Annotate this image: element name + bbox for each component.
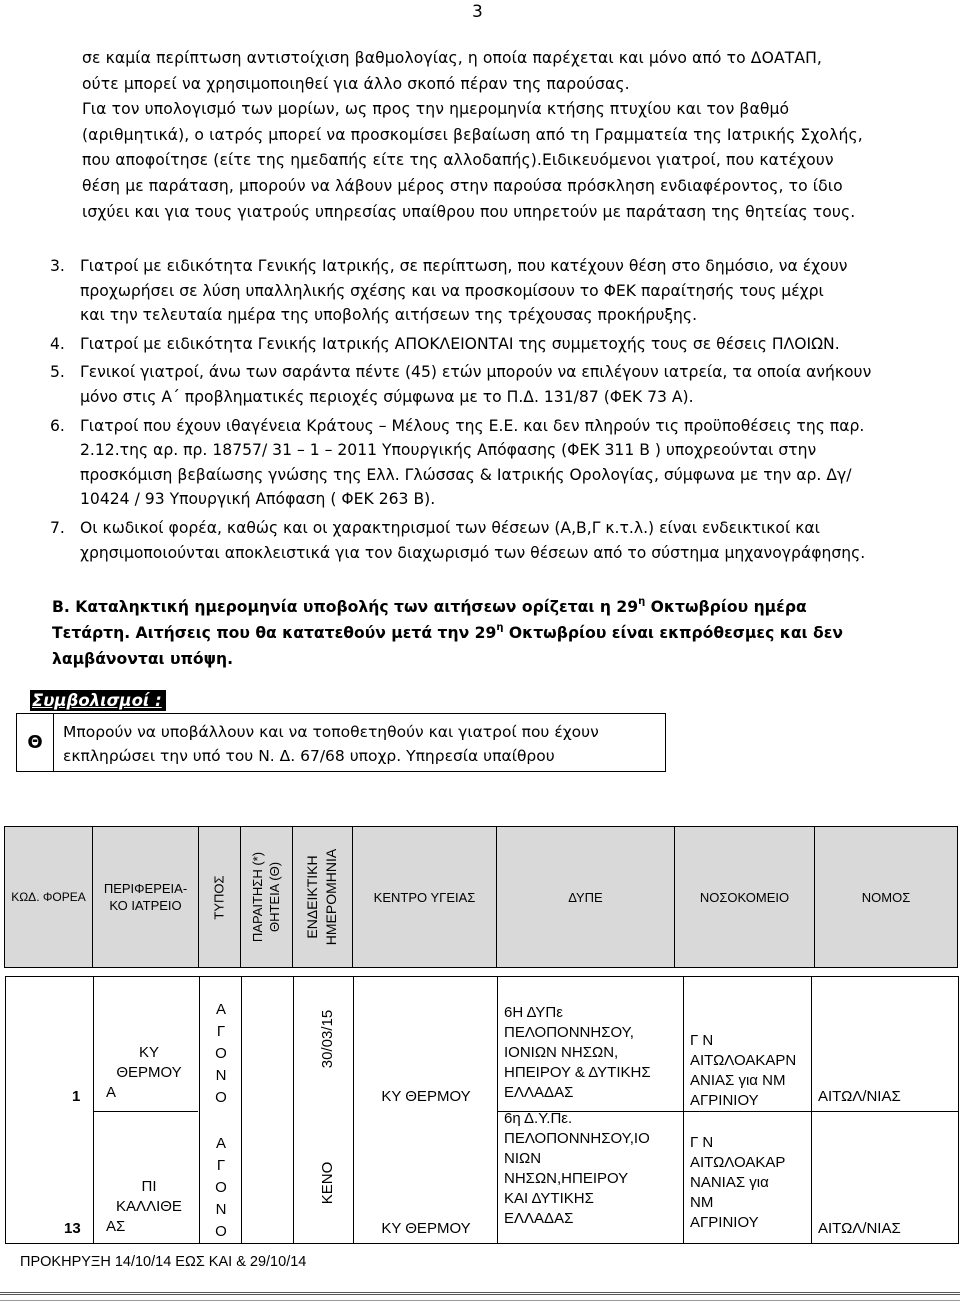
text-line: θέση με παράταση, μπορούν να λάβουν μέρος στην παρούσα πρόσκληση ενδιαφέροντος, το ίδιο xyxy=(82,176,843,195)
row-dype: 6Η ΔΥΠε ΠΕΛΟΠΟΝΝΗΣΟΥ, ΙΟΝΙΩΝ ΝΗΣΩΝ, ΗΠΕΙΡΟΥ & ΔΥΤΙΚΗΣ ΕΛΛΑΔΑΣ xyxy=(504,1004,651,1101)
text-line: ισχύει και για τους γιατρούς υπηρεσίας υπαίθρου που υπηρετούν με παράταση της θητείας τους. xyxy=(82,202,856,221)
text-line: Γιατροί με ειδικότητα Γενικής Ιατρικής ΑΠΟΚΛΕΙΟΝΤΑΙ της συμμετοχής τους σε θέσεις ΠΛΟΙΩΝ. xyxy=(80,334,840,353)
text-line: Για τον υπολογισμό των μορίων, ως προς την ημερομηνία κτήσης πτυχίου και τον βαθμό xyxy=(82,100,790,119)
row-typos: Α Γ Ο Ν Ο xyxy=(215,1001,227,1106)
header-date: ΕΝΔΕΙΚΤΙΚΗ ΗΜΕΡΟΜΗΝΙΑ xyxy=(293,827,353,967)
item-number: 4. xyxy=(50,334,65,353)
text-line: και την τελευταία ημέρα της υποβολής αιτήσεων της τρέχουσας προκήρυξης. xyxy=(80,306,698,325)
theta-symbol: Θ xyxy=(17,714,54,771)
row-date: ΚΕΝΟ xyxy=(319,1161,336,1205)
text-line: Γενικοί γιατροί, άνω των σαράντα πέντε (45) ετών μπορούν να επιλέγουν ιατρεία, τα οποία ανήκουν xyxy=(80,363,872,382)
header-dype: ΔΥΠΕ xyxy=(497,827,675,967)
list-item xyxy=(50,516,944,565)
header-kentro: ΚΕΝΤΡΟ ΥΓΕΙΑΣ xyxy=(353,827,497,967)
text-line: που αποφοίτησε (είτε της ημεδαπής είτε της αλλοδαπής).Ειδικευόμενοι γιατροί, που κατέχουν xyxy=(82,151,834,170)
header-iatreio: ΠΕΡΙΦΕΡΕΙΑ- ΚΟ ΙΑΤΡΕΙΟ xyxy=(93,827,199,967)
row-code: 1 xyxy=(72,1088,81,1105)
row-dype: 6η Δ.Υ.Πε. ΠΕΛΟΠΟΝΝΗΣΟΥ,ΙΟ ΝΙΩΝ ΝΗΣΩΝ,ΗΠΕΙΡΟΥ ΚΑΙ ΔΥΤΙΚΗΣ ΕΛΛΑΔΑΣ xyxy=(504,1110,650,1227)
deadline-section xyxy=(52,594,932,672)
row-kentro: ΚΥ ΘΕΡΜΟΥ xyxy=(381,1088,471,1105)
item-number: 3. xyxy=(50,257,65,275)
row-iatreio: ΚΥ ΘΕΡΜΟΥ Α xyxy=(106,1044,182,1101)
row-nomos: ΑΙΤΩΛ/ΝΙΑΣ xyxy=(818,1088,901,1105)
header-nomos: ΝΟΜΟΣ xyxy=(861,889,911,905)
text-line: προσκόμιση βεβαίωσης γνώσης της Ελλ. Γλώσσας & Ιατρικής Ορολογίας, σύμφωνα με την αρ. Δγ/ xyxy=(80,465,852,484)
table-header xyxy=(4,826,958,968)
symbols-legend xyxy=(16,713,666,772)
row-kentro: ΚΥ ΘΕΡΜΟΥ xyxy=(381,1220,471,1237)
row-nomos: ΑΙΤΩΛ/ΝΙΑΣ xyxy=(818,1220,901,1237)
symbols-title: Συμβολισμοί : xyxy=(30,690,166,711)
row-iatreio: ΠΙ ΚΑΛΛΙΘΕ ΑΣ xyxy=(106,1178,182,1235)
row-code: 13 xyxy=(64,1220,81,1237)
text-line: (αριθμητικά), ο ιατρός μπορεί να προσκομίσει βεβαίωση από τη Γραμματεία της Ιατρικής Σχολής, xyxy=(82,125,863,144)
item-number: 5. xyxy=(50,363,65,382)
item-number: 6. xyxy=(50,416,65,435)
list-item xyxy=(50,332,944,357)
positions-table xyxy=(5,976,959,1244)
symbol-description: Μπορούν να υποβάλλουν και να τοποθετηθούν και γιατροί που έχουν εκπληρώσει την υπό του Ν. Δ. 67/68 υποχρ. Υπηρεσία υπαίθρου xyxy=(63,723,599,765)
row-nosokomeio: Γ Ν ΑΙΤΩΛΟΑΚΑΡΝ ΑΝΙΑΣ για ΝΜ ΑΓΡΙΝΙΟΥ xyxy=(690,1032,797,1109)
header-kod-forea: ΚΩΔ. ΦΟΡΕΑ xyxy=(5,827,93,967)
row-date: 30/03/15 xyxy=(319,1009,336,1069)
text-line: 2.12.της αρ. πρ. 18757/ 31 – 1 – 2011 Υπουργικής Απόφασης (ΦΕΚ 311 Β ) υποχρεούνται στην xyxy=(80,441,817,460)
text-line: χρησιμοποιούνται αποκλειστικά για τον διαχωρισμό των θέσεων από το σύστημα μηχανογράφησης. xyxy=(80,543,866,562)
text-line: ούτε μπορεί να χρησιμοποιηθεί για άλλο σκοπό πέραν της παρούσας. xyxy=(82,74,630,93)
intro-paragraph xyxy=(82,46,942,225)
numbered-list xyxy=(50,254,944,565)
row-nosokomeio: Γ Ν ΑΙΤΩΛΟΑΚΑΡ ΝΑΝΙΑΣ για ΝΜ ΑΓΡΙΝΙΟΥ xyxy=(690,1134,786,1231)
footer-rule-thin xyxy=(0,1300,960,1301)
text-line: μόνο στις Α΄ προβληματικές περιοχές σύμφωνα με το Π.Δ. 131/87 (ΦΕΚ 73 Α). xyxy=(80,387,694,406)
text-line: προχωρήσει σε λύση υπαλληλικής σχέσης και να προσκομίσουν το ΦΕΚ παραίτησής τους μέχρι xyxy=(80,281,824,300)
text-line: σε καμία περίπτωση αντιστοίχιση βαθμολογίας, η οποία παρέχεται και μόνο από το ΔΟΑΤΑΠ, xyxy=(82,49,822,67)
list-item xyxy=(50,414,944,512)
list-item xyxy=(50,360,944,409)
footer-rule xyxy=(0,1292,960,1295)
header-paraitisi: ΠΑΡΑΙΤΗΣΗ (*) ΘΗΤΕΙΑ (Θ) xyxy=(241,827,293,967)
item-number: 7. xyxy=(50,518,65,537)
text-line: Γιατροί με ειδικότητα Γενικής Ιατρικής, σε περίπτωση, που κατέχουν θέση στο δημόσιο, να έχουν xyxy=(80,257,848,275)
footer-text: ΠΡΟΚΗΡΥΞΗ 14/10/14 ΕΩΣ ΚΑΙ & 29/10/14 xyxy=(20,1254,307,1270)
text-line: Γιατροί που έχουν ιθαγένεια Κράτους – Μέλους της Ε.Ε. και δεν πληρούν τις προϋποθέσεις της παρ. xyxy=(80,416,865,435)
text-line: 10424 / 93 Υπουργική Απόφαση ( ΦΕΚ 263 Β). xyxy=(80,490,436,509)
deadline-line: Τετάρτη. Αιτήσεις που θα κατατεθούν μετά την $29^\eta$ Οκτωβρίου είναι εκπρόθεσμες και δεν xyxy=(52,622,844,642)
row-typos: Α Γ Ο Ν Ο xyxy=(215,1135,227,1240)
list-item xyxy=(50,254,944,328)
deadline-line: Β. Καταληκτική ημερομηνία υποβολής των αιτήσεων ορίζεται η $29^\eta$ Οκτωβρίου ημέρα xyxy=(52,596,807,616)
header-nosokomeio: ΝΟΣΟΚΟΜΕΙΟ xyxy=(675,827,815,967)
deadline-line: λαμβάνονται υπόψη. xyxy=(52,650,234,668)
header-typos: ΤΥΠΟΣ xyxy=(199,827,241,967)
text-line: Οι κωδικοί φορέα, καθώς και οι χαρακτηρισμοί των θέσεων (Α,Β,Γ κ.τ.λ.) είναι ενδεικτικοί και xyxy=(80,518,820,537)
page-number: 3 xyxy=(472,2,483,22)
